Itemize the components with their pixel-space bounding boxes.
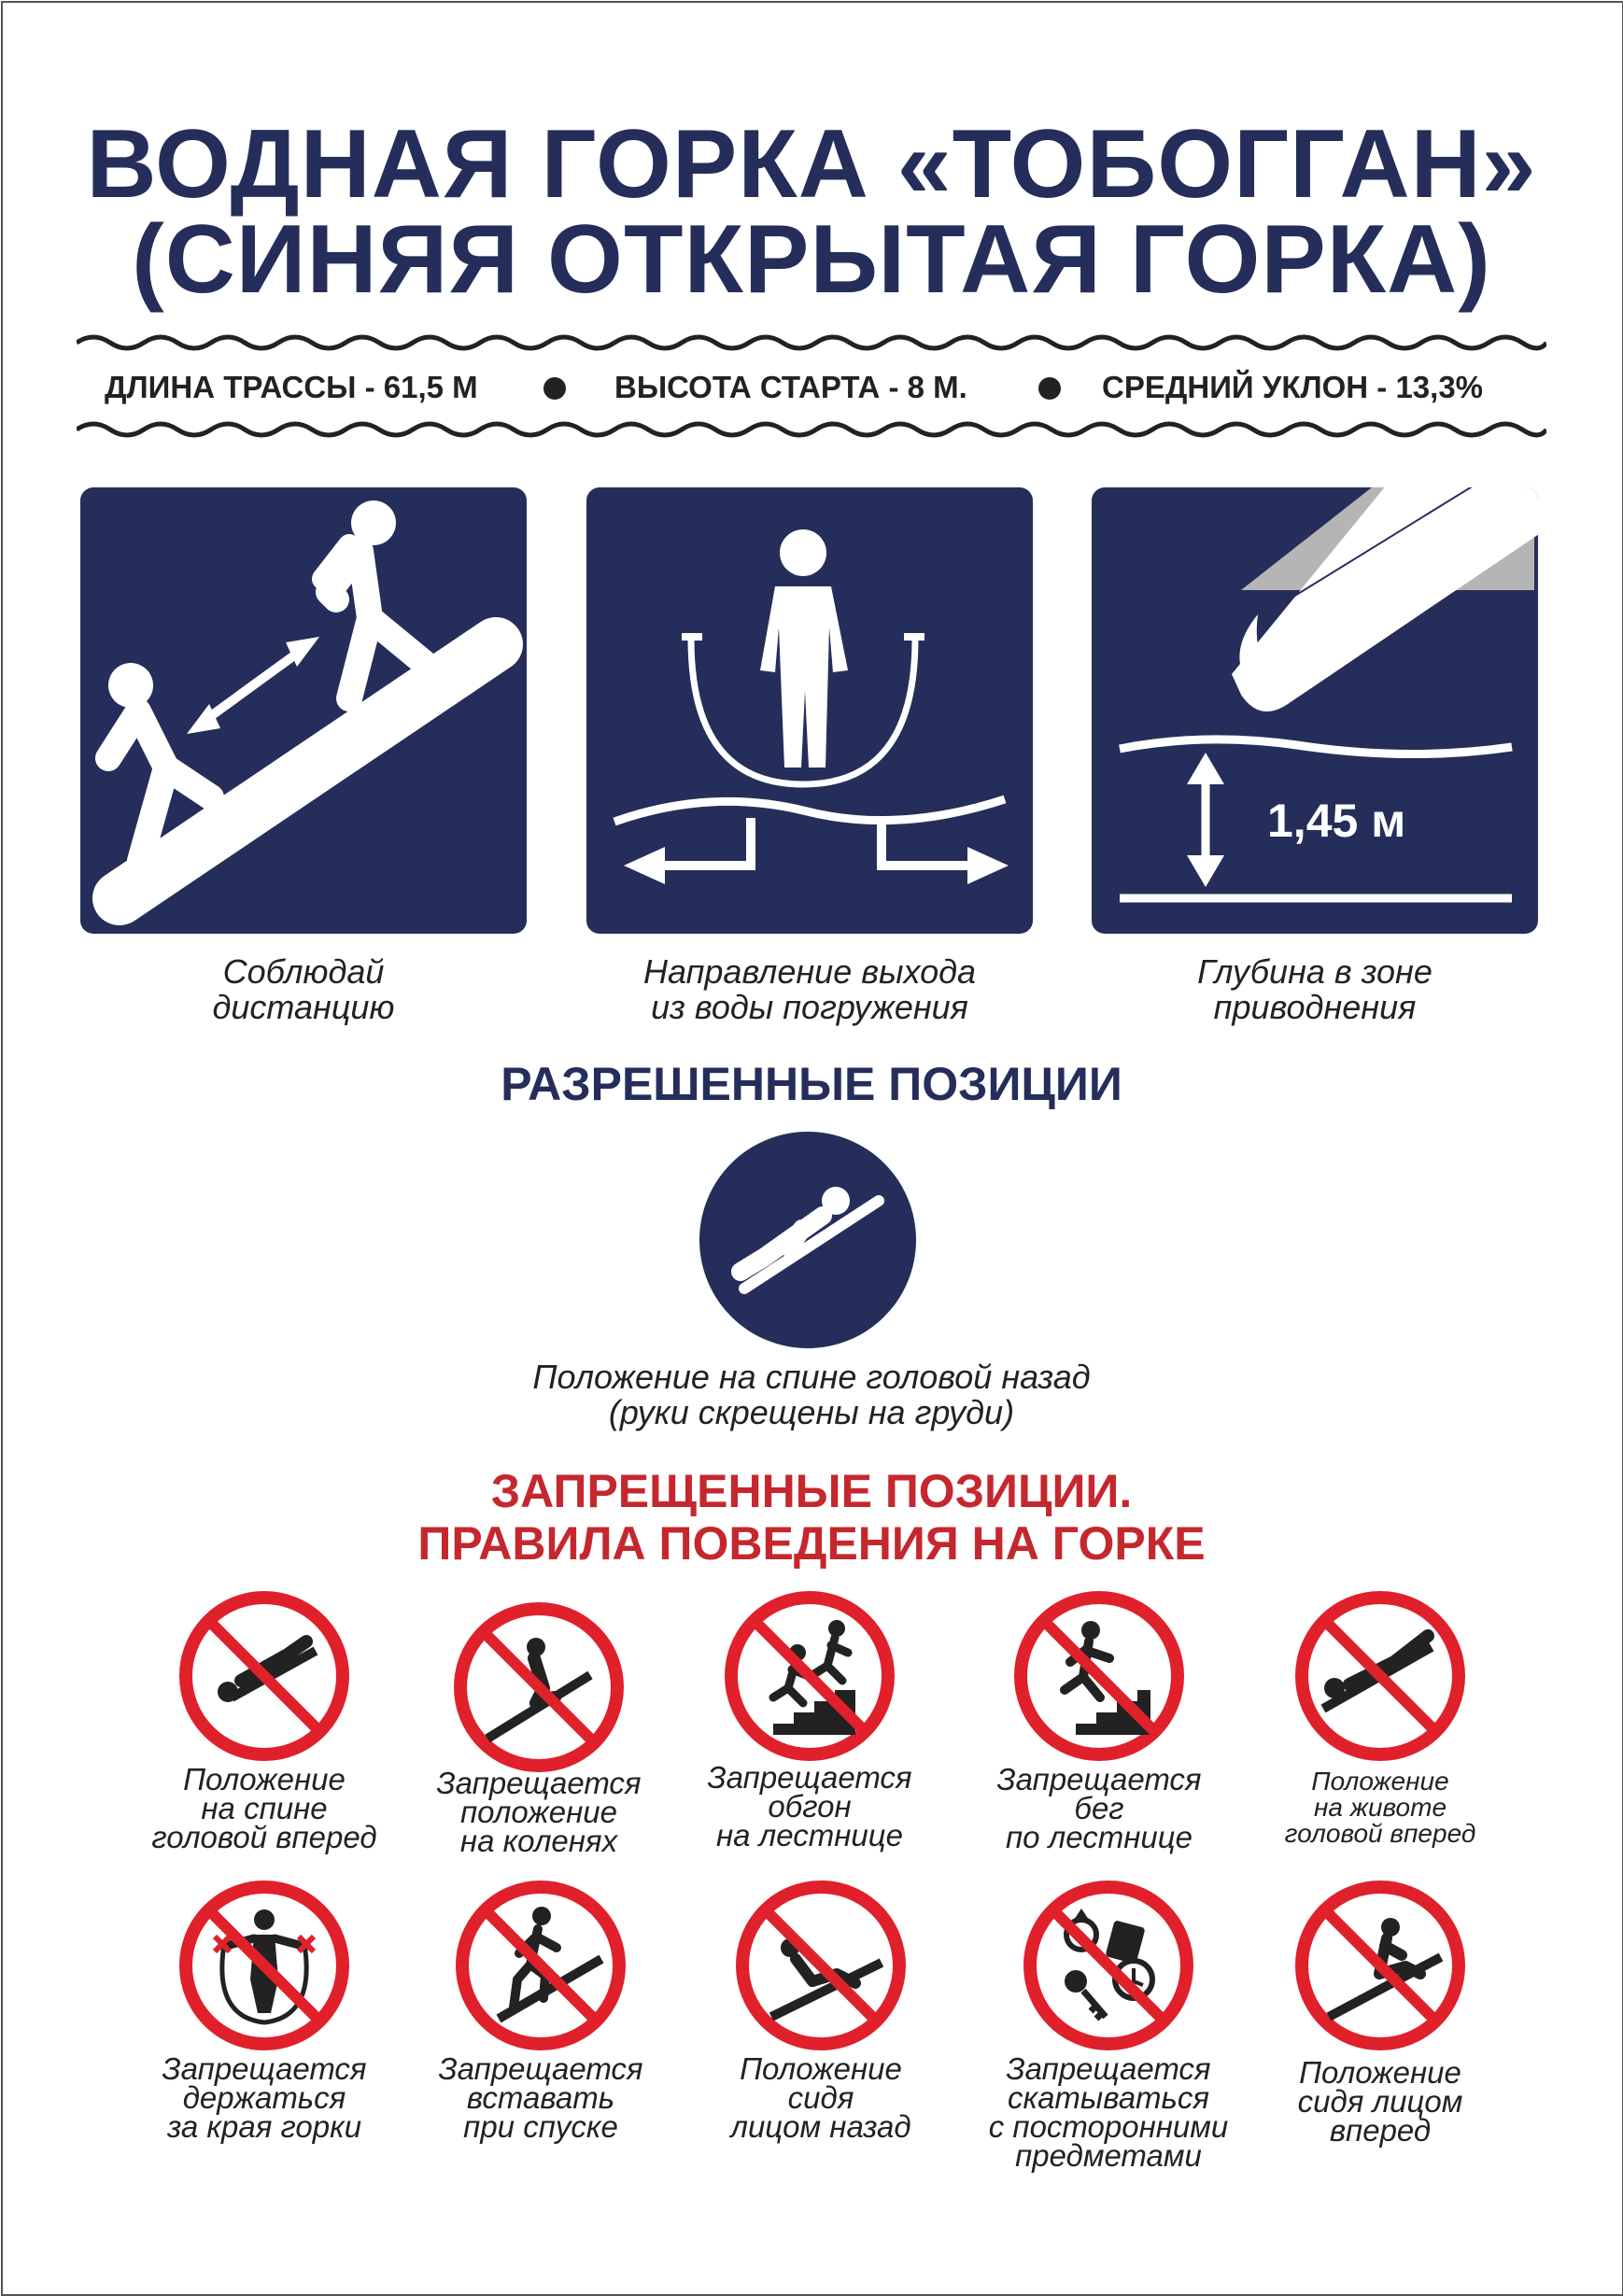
forbidden-caption xyxy=(124,2051,404,2144)
caption-line: Запрещается xyxy=(162,2051,367,2086)
caption-line: из воды погружения xyxy=(651,988,968,1026)
caption-line: на лестнице xyxy=(716,1818,903,1852)
forbidden-caption xyxy=(124,1762,404,1854)
forbidden-sign xyxy=(1010,1587,1188,1765)
forbidden-heading-line-2: ПРАВИЛА ПОВЕДЕНИЯ НА ГОРКЕ xyxy=(417,1517,1206,1570)
caption-line: скатываться xyxy=(1007,2080,1210,2115)
title-line-1: ВОДНАЯ ГОРКА «ТОБОГГАН» xyxy=(86,110,1537,218)
title-line-2: (СИНЯЯ ОТКРЫТАЯ ГОРКА) xyxy=(132,205,1491,314)
caption-line: Положение xyxy=(183,1762,346,1796)
forbidden-caption xyxy=(1240,1768,1520,1847)
caption-line: дистанцию xyxy=(212,988,395,1026)
average-slope: СРЕДНИЙ УКЛОН - 13,3% xyxy=(1102,370,1484,404)
caption-line: держаться xyxy=(182,2080,346,2115)
forbidden-caption xyxy=(1240,2055,1520,2148)
forbidden-sign xyxy=(176,1587,353,1765)
bullet-dot xyxy=(543,377,566,400)
holding-edges-icon xyxy=(176,1877,353,2054)
forbidden-caption xyxy=(681,2051,961,2144)
lying-on-back-icon xyxy=(699,1132,916,1348)
allowed-heading: РАЗРЕШЕННЫЕ ПОЗИЦИИ xyxy=(501,1058,1122,1110)
caption-line: на животе xyxy=(1313,1793,1447,1822)
forbidden-sign xyxy=(1291,1587,1469,1765)
caption-line: Направление выхода xyxy=(642,952,977,991)
caption-line: Запрещается xyxy=(438,2051,643,2086)
caption-line: обгон xyxy=(768,1789,852,1824)
head-first-on-stomach-icon xyxy=(1291,1587,1469,1765)
sitting-backward-icon xyxy=(732,1877,910,2054)
foreign-objects-icon xyxy=(1020,1877,1197,2054)
bullet-dot xyxy=(1038,377,1061,400)
depth-icon xyxy=(1092,487,1538,934)
forbidden-caption xyxy=(670,1760,950,1852)
caption-line: вперед xyxy=(1329,2113,1432,2148)
keep-distance-tile xyxy=(80,487,527,934)
caption-line: Запрещается xyxy=(1006,2051,1211,2086)
exit-direction-caption xyxy=(568,954,1051,1025)
forbidden-caption xyxy=(968,2051,1249,2173)
caption-line: головой вперед xyxy=(151,1820,377,1854)
caption-line: положение xyxy=(460,1795,617,1829)
forbidden-sign xyxy=(452,1877,629,2054)
forbidden-sign xyxy=(176,1877,353,2054)
caption-line: приводнения xyxy=(1213,988,1417,1026)
exit-direction-icon xyxy=(586,487,1033,934)
caption-line: лицом назад xyxy=(730,2109,911,2144)
caption-line: Положение xyxy=(1299,2055,1461,2090)
top-wave-divider xyxy=(77,329,1546,357)
start-height: ВЫСОТА СТАРТА - 8 М. xyxy=(614,370,967,404)
forbidden-sign xyxy=(450,1599,628,1776)
allowed-caption xyxy=(345,1359,1278,1430)
caption-line: предметами xyxy=(1015,2138,1202,2173)
forbidden-sign xyxy=(1291,1877,1469,2054)
forbidden-caption xyxy=(959,1762,1239,1854)
caption-line: с посторонними xyxy=(988,2109,1229,2144)
overtaking-on-stairs-icon xyxy=(721,1587,898,1765)
head-first-on-back-icon xyxy=(176,1587,353,1765)
stats-bar xyxy=(0,366,1623,409)
caption-line: Запрещается xyxy=(436,1766,642,1800)
sitting-forward-icon xyxy=(1291,1877,1469,2054)
caption-line: на спине xyxy=(201,1791,328,1825)
caption-line: Положение на спине головой назад xyxy=(532,1358,1091,1396)
keep-distance-caption xyxy=(80,954,527,1025)
running-on-stairs-icon xyxy=(1010,1587,1188,1765)
caption-line: за края горки xyxy=(166,2109,362,2144)
track-length: ДЛИНА ТРАССЫ - 61,5 М xyxy=(105,370,478,404)
depth-label: 1,45 м xyxy=(1267,795,1406,847)
caption-line: при спуске xyxy=(463,2109,618,2144)
kneeling-icon xyxy=(450,1599,628,1776)
allowed-position-badge xyxy=(699,1132,916,1348)
caption-line: сидя xyxy=(787,2080,854,2115)
caption-line: Соблюдай xyxy=(222,952,385,991)
caption-line: Положение xyxy=(740,2051,902,2086)
depth-caption xyxy=(1092,954,1538,1025)
forbidden-sign xyxy=(1020,1877,1197,2054)
caption-line: вставать xyxy=(466,2080,615,2115)
caption-line: головой вперед xyxy=(1284,1819,1476,1848)
caption-line: Положение xyxy=(1311,1767,1449,1796)
caption-line: Глубина в зоне xyxy=(1197,952,1432,991)
forbidden-sign xyxy=(721,1587,898,1765)
caption-line: сидя лицом xyxy=(1297,2084,1463,2119)
caption-line: бег xyxy=(1074,1791,1124,1825)
standing-up-icon xyxy=(452,1877,629,2054)
caption-line: на коленях xyxy=(459,1824,618,1858)
exit-direction-tile xyxy=(586,487,1033,934)
forbidden-caption xyxy=(401,2051,681,2144)
keep-distance-icon xyxy=(80,487,527,934)
caption-line: Запрещается xyxy=(996,1762,1202,1796)
bottom-wave-divider xyxy=(77,416,1546,444)
depth-tile xyxy=(1092,487,1538,934)
caption-line: по лестнице xyxy=(1006,1820,1193,1854)
caption-line: Запрещается xyxy=(707,1760,912,1795)
forbidden-heading-line-1: ЗАПРЕЩЕННЫЕ ПОЗИЦИИ. xyxy=(490,1465,1133,1517)
forbidden-sign xyxy=(732,1877,910,2054)
forbidden-caption xyxy=(399,1766,679,1858)
caption-line: (руки скрещены на груди) xyxy=(608,1393,1015,1431)
